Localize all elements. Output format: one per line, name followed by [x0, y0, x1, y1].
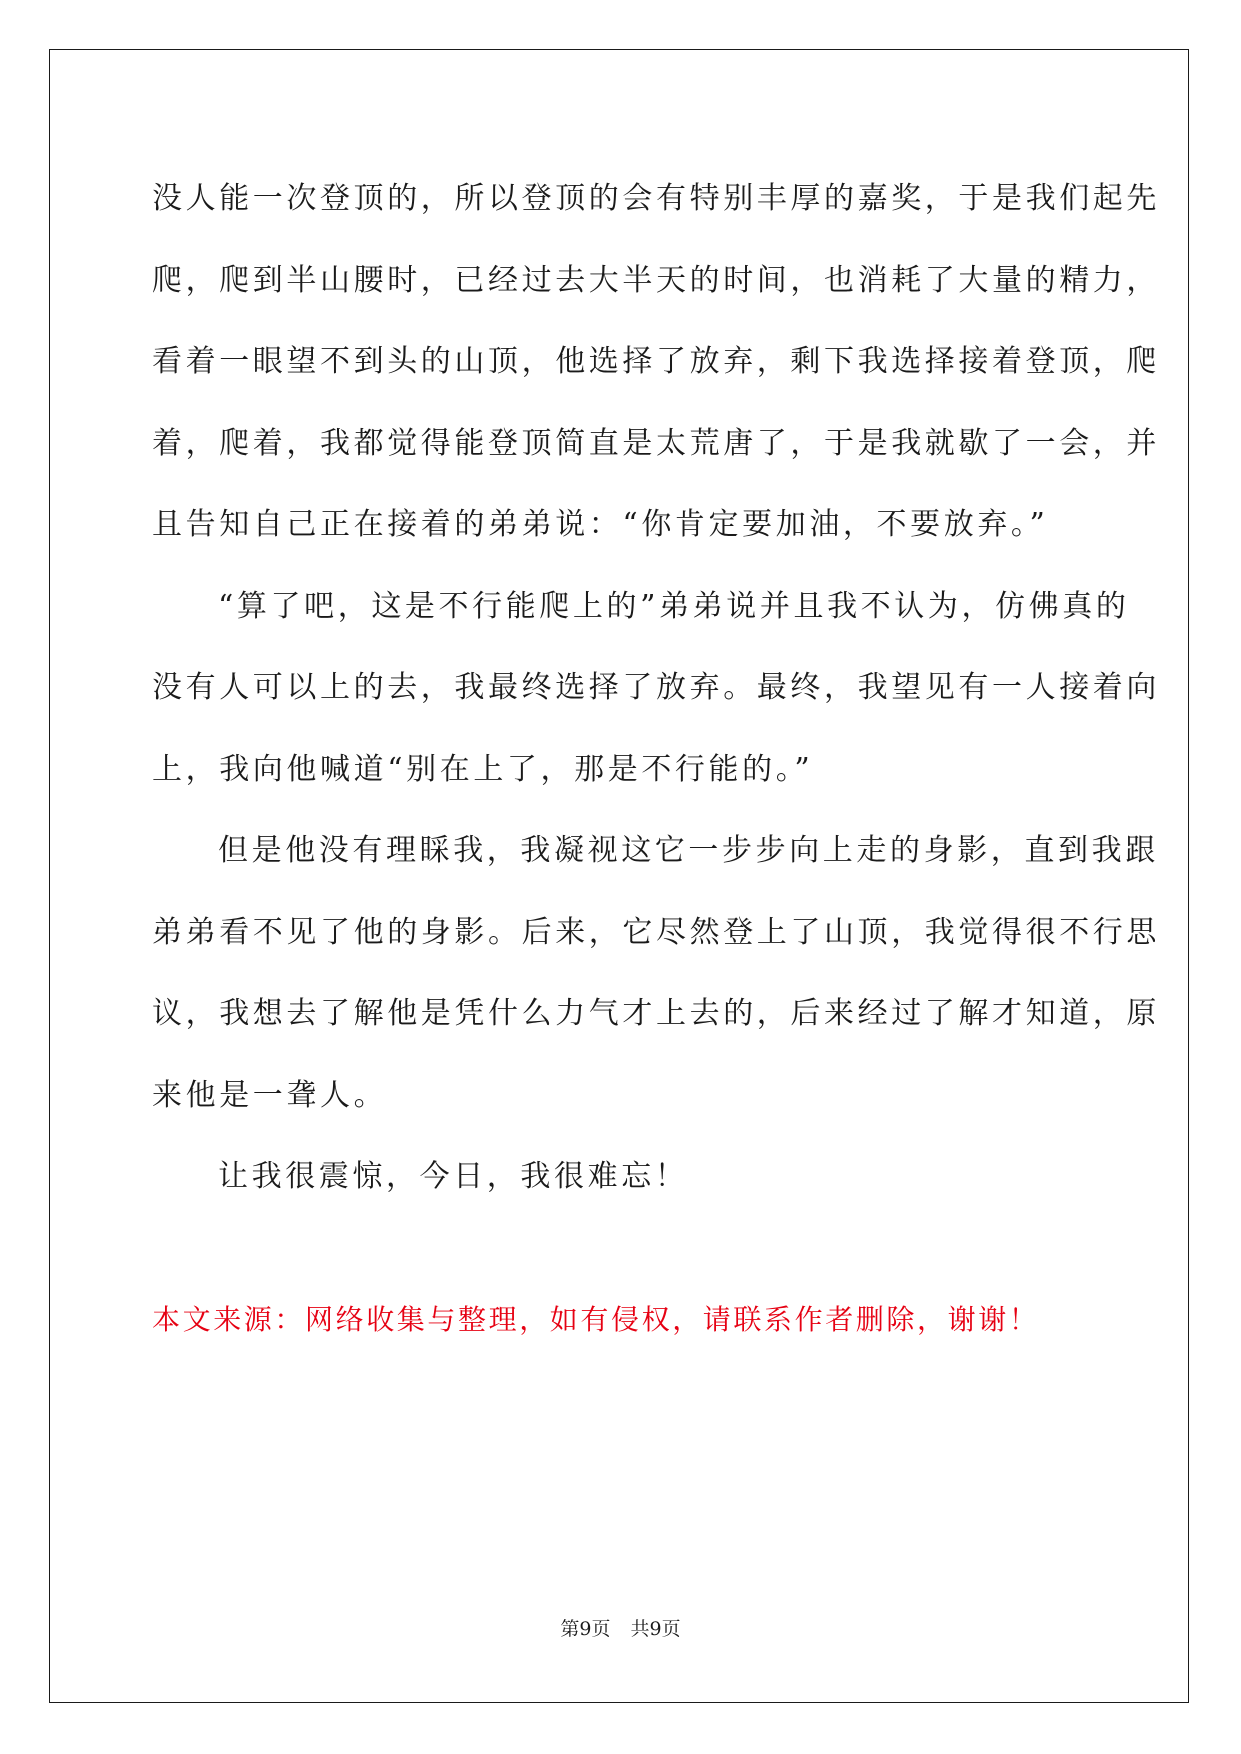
paragraph-1 [152, 158, 1160, 566]
text-line: 上，我向他喊道“别在上了，那是不行能的。” [152, 751, 814, 787]
paragraph-3 [152, 810, 1160, 1136]
page-number-current: 第9页 [560, 1618, 611, 1640]
text-line: 没有人可以上的去，我最终选择了放弃。最终，我望见有一人接着向 [152, 670, 1160, 705]
text-line: 着，爬着，我都觉得能登顶简直是太荒唐了，于是我就歇了一会，并 [152, 425, 1160, 461]
document-body [152, 158, 1160, 1218]
text-line: 看着一眼望不到头的山顶，他选择了放弃，剩下我选择接着登顶，爬 [152, 344, 1160, 379]
source-disclaimer: 本文来源：网络收集与整理，如有侵权，请联系作者删除，谢谢！ [152, 1303, 1040, 1336]
text-line: 但是他没有理睬我，我凝视这它一步步向上走的身影，直到我跟 [218, 833, 1159, 868]
page-footer [0, 1614, 1241, 1641]
text-line: 没人能一次登顶的，所以登顶的会有特别丰厚的嘉奖，于是我们起先 [152, 181, 1160, 216]
text-line: 爬，爬到半山腰时，已经过去大半天的时间，也消耗了大量的精力， [152, 262, 1160, 298]
text-line: 让我很震惊，今日，我很难忘！ [218, 1159, 689, 1194]
text-line: 来他是一聋人。 [152, 1077, 388, 1113]
paragraph-2 [152, 566, 1160, 811]
text-line: 弟弟看不见了他的身影。后来，它尽然登上了山顶，我觉得很不行思 [152, 914, 1160, 950]
paragraph-4 [152, 1136, 1092, 1218]
text-line: “算了吧，这是不行能爬上的”弟弟说并且我不认为，仿佛真的 [218, 588, 1130, 624]
text-line: 议，我想去了解他是凭什么力气才上去的，后来经过了解才知道，原 [152, 996, 1160, 1031]
text-line: 且告知自己正在接着的弟弟说：“你肯定要加油，不要放弃。” [152, 507, 1049, 542]
page-number-total: 共9页 [630, 1618, 681, 1640]
